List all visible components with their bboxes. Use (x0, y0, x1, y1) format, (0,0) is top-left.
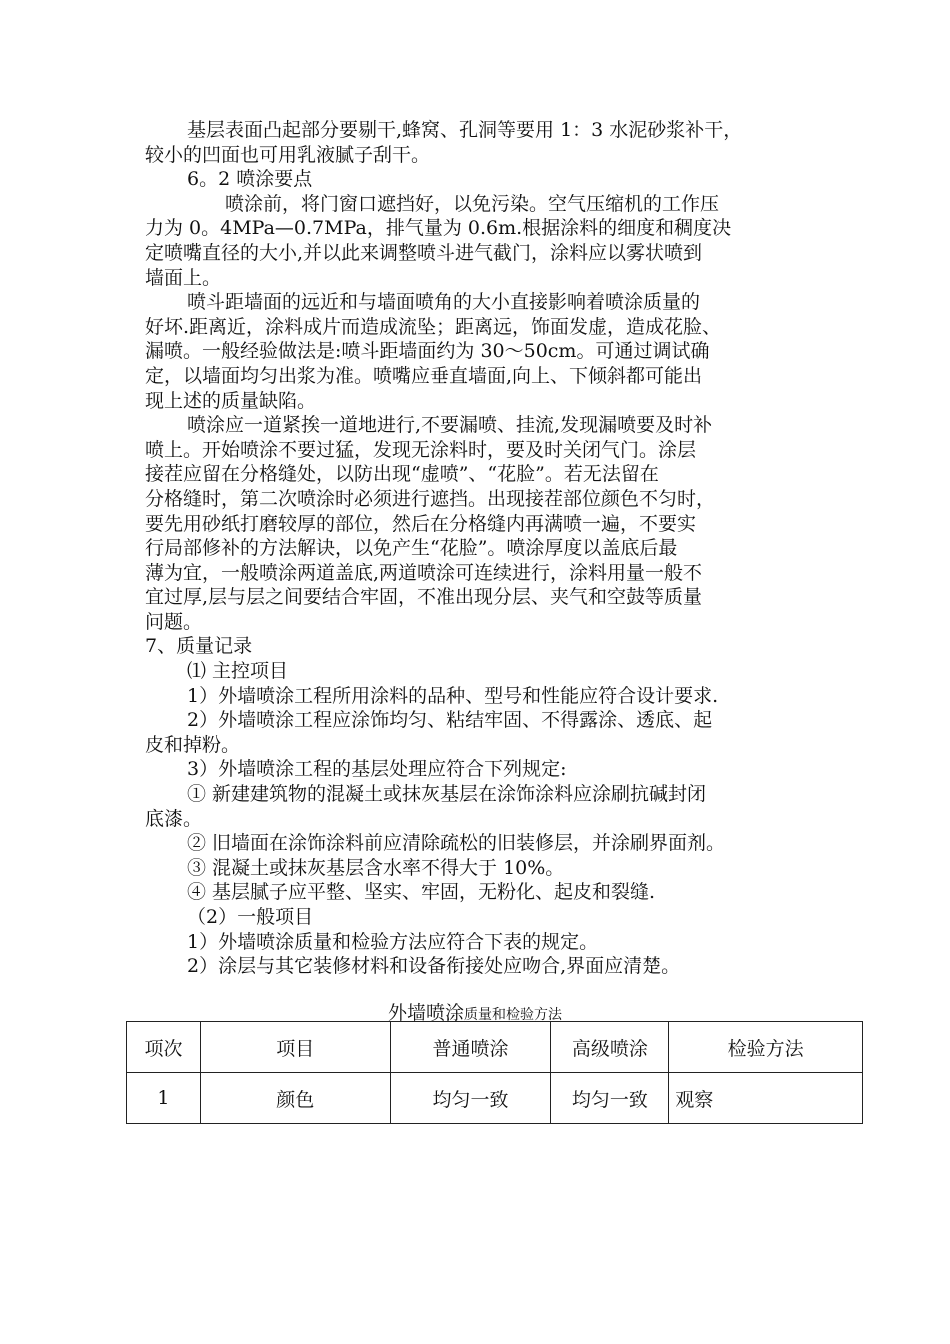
table-caption-main: 外墙喷涂 (387, 1002, 464, 1024)
paragraph-line: 喷上。开始喷涂不要过猛，发现无涂料时，要及时关闭气门。涂层 (145, 438, 697, 461)
table-header-cell: 项目 (200, 1022, 390, 1073)
table-cell: 颜色 (200, 1073, 390, 1124)
paragraph-line: 分格缝时，第二次喷涂时必须进行遮挡。出现接茬部位颜色不匀时， (145, 487, 716, 510)
table-header-cell: 检验方法 (669, 1022, 863, 1073)
subsection-heading: （2）一般项目 (187, 906, 314, 928)
list-item: 底漆。 (145, 807, 203, 830)
paragraph-line: 漏喷。一般经验做法是:喷斗距墙面约为 30～50cm。可通过调试确 (145, 340, 710, 363)
paragraph-line: 喷斗距墙面的远近和与墙面喷角的大小直接影响着喷涂质量的 (187, 291, 701, 314)
list-item: ① 新建建筑物的混凝土或抹灰基层在涂饰涂料应涂刷抗碱封闭 (187, 783, 707, 806)
list-item: 2）涂层与其它装修材料和设备衔接处应吻合,界面应清楚。 (187, 955, 681, 978)
table-header-cell: 项次 (127, 1022, 201, 1073)
table-cell: 均匀一致 (390, 1073, 551, 1124)
list-item: 2）外墙喷涂工程应涂饰均匀、粘结牢固、不得露涂、透底、起 (187, 709, 713, 732)
list-item: ② 旧墙面在涂饰涂料前应清除疏松的旧装修层，并涂刷界面剂。 (187, 832, 726, 855)
table-row (127, 1073, 863, 1124)
list-item: ④ 基层腻子应平整、坚实、牢固，无粉化、起皮和裂缝. (187, 881, 656, 904)
paragraph-line: 接茬应留在分格缝处，以防出现“虚喷”、“花脸”。若无法留在 (145, 463, 659, 486)
table-cell: 均匀一致 (551, 1073, 669, 1124)
paragraph-line: 定喷嘴直径的大小,并以此来调整喷斗进气截门，涂料应以雾状喷到 (145, 241, 703, 264)
list-item: 1）外墙喷涂工程所用涂料的品种、型号和性能应符合设计要求. (187, 684, 719, 707)
paragraph-line: 墙面上。 (145, 266, 222, 289)
paragraph-line: 力为 0。4MPa—0.7MPa，排气量为 0.6m.根据涂料的细度和稠度决 (145, 217, 732, 240)
list-item: ③ 混凝土或抹灰基层含水率不得大于 10%。 (187, 856, 565, 879)
paragraph-line: 现上述的质量缺陷。 (145, 389, 317, 412)
paragraph-line: 薄为宜，一般喷涂两道盖底,两道喷涂可连续进行，涂料用量一般不 (145, 561, 703, 584)
body-text (145, 118, 815, 979)
table-header-row (127, 1022, 863, 1073)
paragraph-line: 好坏.距离近，涂料成片而造成流坠；距离远，饰面发虚，造成花脸、 (145, 315, 722, 338)
paragraph-line: 问题。 (145, 610, 203, 633)
table-header-cell: 普通喷涂 (390, 1022, 551, 1073)
paragraph-line: 基层表面凸起部分要剔干,蜂窝、孔洞等要用 1：3 水泥砂浆补干， (187, 119, 743, 141)
list-item: 皮和掉粉。 (145, 733, 241, 756)
quality-table (126, 1021, 863, 1124)
paragraph-line: 喷涂前，将门窗口遮挡好，以免污染。空气压缩机的工作压 (225, 192, 720, 215)
section-heading: 7、质量记录 (145, 635, 253, 658)
table-cell: 观察 (669, 1073, 863, 1124)
paragraph-line: 宜过厚,层与层之间要结合牢固，不准出现分层、夹气和空鼓等质量 (145, 586, 703, 609)
subsection-heading: ⑴ 主控项目 (187, 660, 289, 683)
paragraph-line: 较小的凹面也可用乳液腻子刮干。 (145, 143, 431, 166)
paragraph-line: 要先用砂纸打磨较厚的部位，然后在分格缝内再满喷一遍，不要实 (145, 512, 697, 535)
list-item: 1）外墙喷涂质量和检验方法应符合下表的规定。 (187, 930, 599, 953)
paragraph-line: 定，以墙面均匀出浆为准。喷嘴应垂直墙面,向上、下倾斜都可能出 (145, 364, 703, 387)
table-header-cell: 高级喷涂 (551, 1022, 669, 1073)
table-cell: 1 (127, 1073, 201, 1124)
paragraph-line: 喷涂应一道紧挨一道地进行,不要漏喷、挂流,发现漏喷要及时补 (187, 414, 713, 437)
table-caption-sub: 质量和检验方法 (464, 1007, 562, 1023)
section-heading: 6。2 喷涂要点 (187, 168, 313, 191)
list-item: 3）外墙喷涂工程的基层处理应符合下列规定: (187, 758, 567, 781)
paragraph-line: 行局部修补的方法解诀，以免产生“花脸”。喷涂厚度以盖底后最 (145, 537, 678, 560)
